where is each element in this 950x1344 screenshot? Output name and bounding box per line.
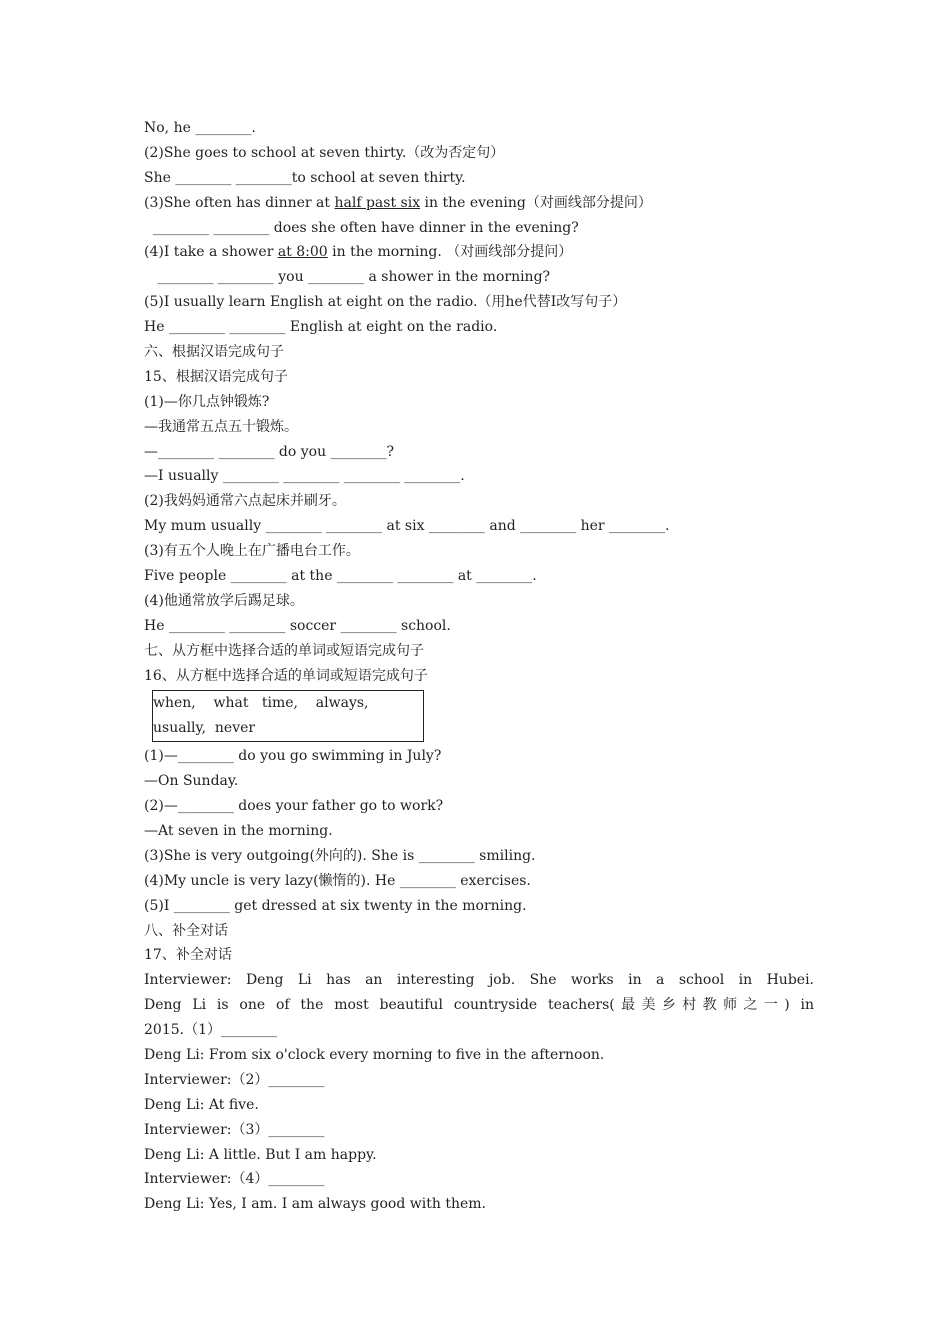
text-line: (5)I usually learn English at eight on the radio.（用he代替I改写句子） — [144, 294, 627, 311]
dialog-line: 2015.（1）________ — [144, 1022, 277, 1039]
text-line: (1)—你几点钟锻炼? — [144, 393, 270, 410]
text-line: (2)She goes to school at seven thirty.（改为否定句） — [144, 144, 505, 161]
text-line: (4)My uncle is very lazy(懒惰的). He ________ exercises. — [144, 872, 531, 889]
dialog-line: Deng Li: A little. But I am happy. — [144, 1146, 377, 1163]
section-heading: 七、从方框中选择合适的单词或短语完成句子 — [144, 642, 424, 659]
question-4: (4)I take a shower at 8:00 in the morning. （对画线部分提问） — [144, 244, 573, 261]
text-line: He ________ ________ soccer ________ school. — [144, 617, 451, 634]
dialog-line: Interviewer:（2）________ — [144, 1071, 325, 1088]
text-line: No, he ________. — [144, 120, 256, 136]
text-line: ________ ________ does she often have dinner in the evening? — [144, 219, 579, 236]
dialog-paragraph-line: Deng Li is one of the most beautiful countryside teachers(最美乡村教师之一) in — [144, 997, 814, 1014]
text-line: He ________ ________ English at eight on the radio. — [144, 319, 498, 336]
text-line: (4)他通常放学后踢足球。 — [144, 592, 304, 609]
text-line: (2)—________ does your father go to work? — [144, 798, 444, 815]
text-line: (3)有五个人晚上在广播电台工作。 — [144, 543, 360, 560]
text-line: (5)I ________ get dressed at six twenty in the morning. — [144, 897, 527, 914]
text-line: Five people ________ at the ________ ________ at ________. — [144, 568, 537, 585]
text-line: She ________ ________to school at seven thirty. — [144, 169, 466, 186]
dialog-paragraph-line: Interviewer: Deng Li has an interesting job. She works in a school in Hubei. — [144, 972, 814, 989]
text-line: (3)She is very outgoing(外向的). She is ________ smiling. — [144, 847, 536, 864]
text-line: —我通常五点五十锻炼。 — [144, 418, 298, 435]
word-box — [152, 690, 424, 742]
dialog-line: Deng Li: At five. — [144, 1096, 259, 1113]
text-line: —On Sunday. — [144, 773, 239, 790]
section-heading: 六、根据汉语完成句子 — [144, 344, 284, 361]
question-heading: 17、补全对话 — [144, 947, 232, 964]
worksheet-page — [144, 116, 814, 1217]
text-line: —I usually ________ ________ ________ ________. — [144, 468, 465, 485]
section-heading: 八、补全对话 — [144, 922, 228, 939]
text-line: ________ ________ you ________ a shower in the morning? — [144, 269, 551, 286]
underlined-phrase: half past six — [334, 194, 421, 211]
dialog-line: Interviewer:（3）________ — [144, 1121, 325, 1138]
word-box-line: when, what time, always, — [153, 695, 369, 712]
underlined-phrase: at 8:00 — [277, 244, 328, 261]
dialog-line: Interviewer:（4）________ — [144, 1171, 325, 1188]
text-line: —________ ________ do you ________? — [144, 443, 395, 460]
text-line: (1)—________ do you go swimming in July? — [144, 748, 442, 765]
question-heading: 15、根据汉语完成句子 — [144, 368, 288, 385]
text-line: My mum usually ________ ________ at six ________ and ________ her ________. — [144, 518, 670, 535]
text-line: —At seven in the morning. — [144, 822, 333, 839]
dialog-line: Deng Li: From six o'clock every morning to five in the afternoon. — [144, 1046, 605, 1063]
question-heading: 16、从方框中选择合适的单词或短语完成句子 — [144, 667, 428, 684]
word-box-line: usually, never — [153, 720, 256, 737]
dialog-line: Deng Li: Yes, I am. I am always good with them. — [144, 1196, 486, 1213]
question-3: (3)She often has dinner at half past six in the evening（对画线部分提问） — [144, 194, 652, 211]
text-line: (2)我妈妈通常六点起床并刷牙。 — [144, 493, 346, 510]
